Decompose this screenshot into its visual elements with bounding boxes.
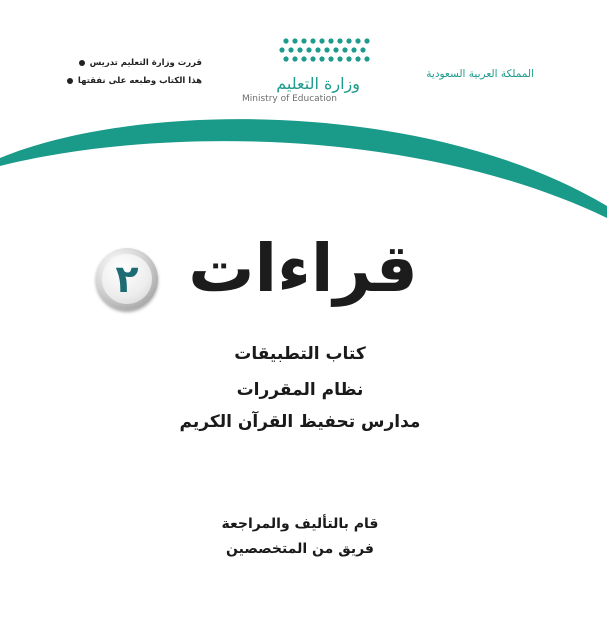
volume-badge — [96, 248, 158, 310]
bullet-icon — [79, 60, 85, 66]
subtitle-schools: مدارس تحفيظ القرآن الكريم — [179, 412, 421, 432]
ministry-logo — [222, 36, 392, 108]
book-title: قراءات — [188, 230, 418, 307]
bullet-icon — [67, 78, 73, 84]
subtitle-system: نظام المقررات — [236, 380, 364, 400]
country-name: المملكة العربية السعودية — [426, 68, 534, 80]
declaration-text-2: هذا الكتاب وطبعه على نفقتها — [77, 76, 202, 86]
subtitle-book-type: كتاب التطبيقات — [234, 344, 366, 364]
dot-grid-logo-icon — [278, 36, 374, 66]
authorship-line-1: قام بالتأليف والمراجعة — [221, 516, 379, 532]
ministry-name-arabic: وزارة التعليم — [276, 74, 360, 93]
volume-number: ٢ — [102, 254, 152, 304]
declaration-text-1: قررت وزارة التعليم تدريس — [89, 58, 202, 68]
authorship-line-2: فريق من المتخصصين — [226, 541, 374, 557]
ministry-name-english: Ministry of Education — [242, 94, 337, 104]
teal-swoosh-decoration — [0, 108, 607, 218]
declaration-line-2 — [32, 76, 202, 86]
declaration-line-1 — [32, 58, 202, 68]
